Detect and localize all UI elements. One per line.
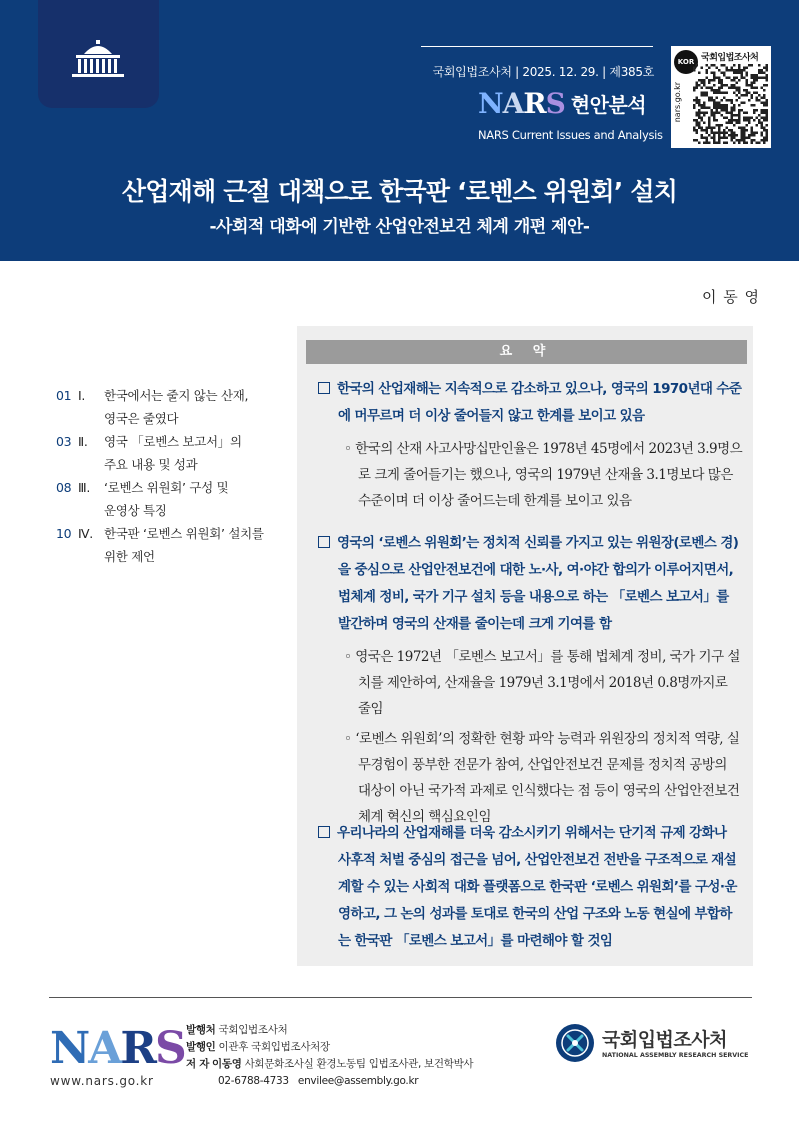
national-assembly-dome-icon <box>62 40 134 80</box>
report-title: 산업재해 근절 대책으로 한국판 ‘로벤스 위원회’ 설치 <box>121 177 678 206</box>
summary-item-heading: 영국의 ‘로벤스 위원회’는 정치적 신뢰를 가지고 있는 위원장(로벤스 경)을 중심으로 산업안전보건에 대한 노·사, 여·야간 합의가 이루어지면서, 법체계 정비, 국가 기구 설치 등을 내용으로 하는 「로벤스 보고서」를 발간하며 영국의 산재를 줄이는데 크게 기여를 함 <box>318 530 743 638</box>
toc-line: 영국 「로벤스 보고서」의 <box>104 434 242 449</box>
checkbox-square-icon <box>318 536 330 548</box>
footer-nars-logo: NARS <box>50 1023 185 1074</box>
toc-line: 위한 제언 <box>104 549 155 564</box>
toc-item[interactable] <box>56 476 296 522</box>
summary-bullet: ◦ 영국은 1972년 「로벤스 보고서」를 통해 법체계 정비, 국가 기구 설치를 제안하여, 산재율을 1979년 3.1명에서 2018년 0.8명까지로 줄임 <box>344 649 740 717</box>
issuer-label: 발행인 <box>186 1041 216 1053</box>
issuer: 이관후 국회입법조사처장 <box>218 1041 330 1053</box>
report-header <box>0 0 799 261</box>
report-subtitle: -사회적 대화에 기반한 산업안전보건 체계 개편 제안- <box>209 217 590 237</box>
toc-line: 한국에서는 줄지 않는 산재, <box>104 388 249 403</box>
product-english-name: NARS Current Issues and Analysis <box>478 128 663 142</box>
qr-side-label: nars.go.kr <box>673 82 682 123</box>
summary-bullet: ◦ 한국의 산재 사고사망십만인율은 1978년 45명에서 2023년 3.9명으로 크게 줄어들기는 했으나, 영국의 1979년 산재율 3.1명보다 많은 수준이며 더 이상 줄어드는데 한계를 보이고 있음 <box>344 441 743 509</box>
publisher-label: 발행처 <box>186 1024 216 1036</box>
qr-title: 국회입법조사처 <box>701 53 759 63</box>
author-email[interactable]: envilee@assembly.go.kr <box>297 1075 419 1087</box>
toc-item[interactable] <box>56 522 296 568</box>
author-name: 이 동 영 <box>701 288 760 306</box>
toc-section-number: Ⅰ. <box>78 388 86 403</box>
summary-item <box>318 376 743 514</box>
toc-page-number: 01 <box>56 388 72 403</box>
footer-divider <box>49 997 752 998</box>
toc-page-number: 08 <box>56 480 72 495</box>
summary-heading: 요 약 <box>306 340 747 364</box>
toc-section-number: Ⅲ. <box>78 480 90 495</box>
toc-section-number: Ⅳ. <box>78 526 93 541</box>
logo-tab <box>38 0 159 108</box>
toc-line: 주요 내용 및 성과 <box>104 457 198 472</box>
footer-url[interactable]: www.nars.go.kr <box>50 1074 154 1088</box>
publication-info <box>186 1022 473 1090</box>
series-brand <box>478 88 646 118</box>
checkbox-square-icon <box>318 382 330 394</box>
toc-item[interactable] <box>56 430 296 476</box>
summary-item-heading: 한국의 산업재해는 지속적으로 감소하고 있으나, 영국의 1970년대 수준에 머무르며 더 이상 줄어들지 않고 한계를 보이고 있음 <box>318 376 743 430</box>
product-name: 현안분석 <box>570 92 647 117</box>
summary-item <box>318 820 743 955</box>
table-of-contents <box>56 384 296 568</box>
toc-page-number: 10 <box>56 526 72 541</box>
qr-pattern <box>693 64 769 146</box>
summary-item-heading: 우리나라의 산업재해를 더욱 감소시키기 위해서는 단기적 규제 강화나 사후적 처벌 중심의 접근을 넘어, 산업안전보건 전반을 구조적으로 재설계할 수 있는 사회적 대화 플랫폼으로 한국판 ‘로벤스 위원회’를 구성·운영하고, 그 논의 성과를 토대로 한국의 산업 구조와 노동 현실에 부합하는 한국판 「로벤스 보고서」를 마련해야 할 것임 <box>318 820 743 955</box>
organization-name <box>602 1028 748 1059</box>
author-label: 저 자 <box>186 1058 210 1070</box>
checkbox-square-icon <box>318 826 330 838</box>
toc-section-number: Ⅱ. <box>78 434 88 449</box>
nars-wordmark: NARS <box>478 86 565 120</box>
organization-korean-name: 국회입법조사처 <box>602 1028 727 1051</box>
summary-bullet: ◦ ‘로벤스 위원회’의 정확한 현황 파악 능력과 위원장의 정치적 역량, 실무경험이 풍부한 전문가 참여, 산업안전보건 문제를 정치적 공방의 대상이 아닌 국가적 과제로 인식했다는 점 등이 영국의 산업안전보건 체계 혁신의 핵심요인임 <box>344 731 740 825</box>
publisher: 국회입법조사처 <box>218 1024 288 1036</box>
toc-page-number: 03 <box>56 434 72 449</box>
author-affiliation: 사회문화조사실 환경노동팀 입법조사관, 보건학박사 <box>244 1058 474 1070</box>
toc-line: ‘로벤스 위원회’ 구성 및 <box>104 480 229 495</box>
toc-item[interactable] <box>56 384 296 430</box>
header-divider <box>421 46 653 47</box>
kor-badge: KOR <box>674 50 698 74</box>
toc-line: 영국은 줄였다 <box>104 411 179 426</box>
organization-logo <box>556 1024 748 1062</box>
nars-emblem-icon <box>556 1024 594 1062</box>
author-phone: 02-6788-4733 <box>218 1075 289 1087</box>
summary-item <box>318 530 743 830</box>
footer-author-name: 이동영 <box>212 1058 242 1070</box>
qr-code[interactable] <box>671 46 771 148</box>
toc-line: 운영상 특징 <box>104 503 167 518</box>
issue-line: 국회입법조사처 | 2025. 12. 29. | 제385호 <box>432 65 654 79</box>
toc-line: 한국판 ‘로벤스 위원회’ 설치를 <box>104 526 264 541</box>
organization-english-name: NATIONAL ASSEMBLY RESEARCH SERVICE <box>602 1051 749 1059</box>
